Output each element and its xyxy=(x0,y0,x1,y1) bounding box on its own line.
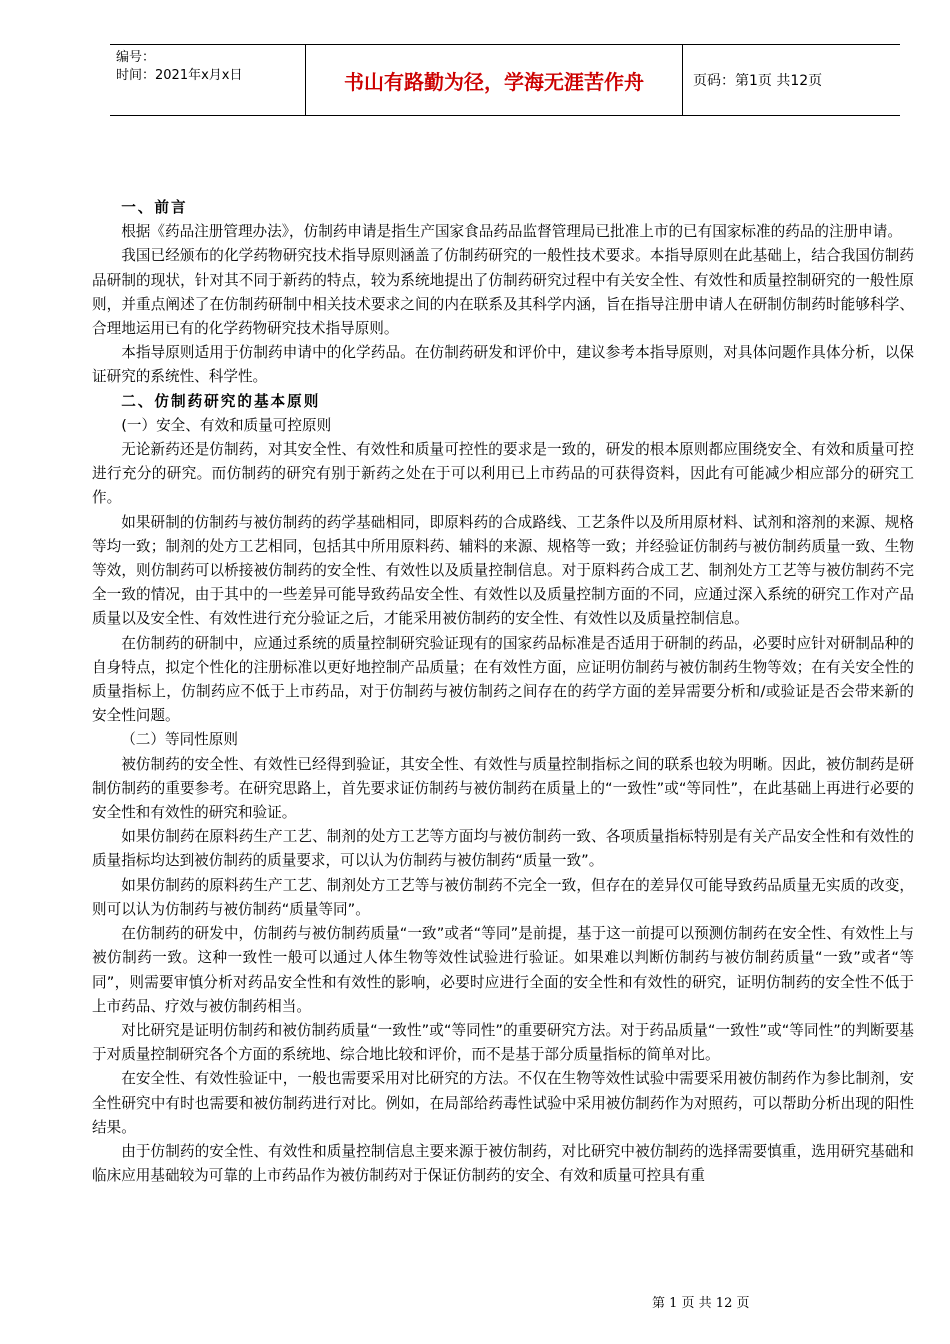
paragraph: 如果仿制药在原料药生产工艺、制剂的处方工艺等方面均与被仿制药一致、各项质量指标特别是有关产品安全性和有效性的质量指标均达到被仿制药的质量要求，可以认为仿制药与被仿制药“质量一致”。 xyxy=(92,828,914,870)
document-body xyxy=(92,196,914,1188)
page-header xyxy=(110,44,900,116)
paragraph: 无论新药还是仿制药，对其安全性、有效性和质量可控性的要求是一致的，研发的根本原则都应围绕安全、有效和质量可控进行充分的研究。而仿制药的研究有别于新药之处在于可以利用已上市药品的可获得资料，因此有可能减少相应部分的研究工作。 xyxy=(92,441,914,507)
paragraph: 被仿制药的安全性、有效性已经得到验证，其安全性、有效性与质量控制指标之间的联系也较为明晰。因此，被仿制药是研制仿制药的重要参考。在研究思路上，首先要求证仿制药与被仿制药在质量上的“一致性”或“等同性”，在此基础上再进行必要的安全性和有效性的研究和验证。 xyxy=(92,755,914,822)
paragraph: 如果仿制药的原料药生产工艺、制剂处方工艺等与被仿制药不完全一致，但存在的差异仅可能导致药品质量无实质的改变，则可以认为仿制药与被仿制药“质量等同”。 xyxy=(92,876,914,918)
paragraph: 由于仿制药的安全性、有效性和质量控制信息主要来源于被仿制药，对比研究中被仿制药的选择需要慎重，选用研究基础和临床应用基础较为可靠的上市药品作为被仿制药对于保证仿制药的安全、有效和质量可控具有重 xyxy=(92,1142,914,1185)
section-heading-principles: 二、仿制药研究的基本原则 xyxy=(121,392,321,410)
subsection-heading-safety: (一）安全、有效和质量可控原则 xyxy=(121,416,332,434)
section-heading-preface: 一、前言 xyxy=(121,199,188,216)
paragraph: 如果研制的仿制药与被仿制药的药学基础相同，即原料药的合成路线、工艺条件以及所用原材料、试剂和溶剂的来源、规格等均一致；制剂的处方工艺相同，包括其中所用原料药、辅料的来源、规格等一致；并经验证仿制药与被仿制药质量一致、生物等效，则仿制药可以桥接被仿制药的安全性、有效性以及质量控制信息。对于原料药合成工艺、制剂处方工艺等与被仿制药不完全一致的情况，由于其中的一些差异可能导致药品安全性、有效性以及质量控制方面的不同，应通过深入系统的研究工作对产品质量以及安全性、有效性进行充分验证之后，才能采用被仿制药的安全性、有效性以及质量控制信息。 xyxy=(92,513,914,628)
paragraph: 本指导原则适用于仿制药申请中的化学药品。在仿制药研发和评价中，建议参考本指导原则，对具体问题作具体分析，以保证研究的系统性、科学性。 xyxy=(92,344,914,386)
header-meta xyxy=(110,45,306,115)
subsection-heading-equivalence: （二）等同性原则 xyxy=(121,731,238,749)
document-number-label: 编号： xyxy=(116,50,156,65)
header-page-info: 页码：第1页 共12页 xyxy=(693,73,823,89)
paragraph: 在安全性、有效性验证中，一般也需要采用对比研究的方法。不仅在生物等效性试验中需要采用被仿制药作为参比制剂，安全性研究中有时也需要和被仿制药进行对比。例如，在局部给药毒性试验中采用被仿制药作为对照药，可以帮助分析出现的阳性结果。 xyxy=(92,1070,914,1136)
header-motto: 书山有路勤为径，学海无涯苦作舟 xyxy=(306,45,683,115)
paragraph: 根据《药品注册管理办法》，仿制药申请是指生产国家食品药品监督管理局已批准上市的已有国家标准的药品的注册申请。 xyxy=(121,223,902,241)
paragraph: 我国已经颁布的化学药物研究技术指导原则涵盖了仿制药研究的一般性技术要求。本指导原则在此基础上，结合我国仿制药品研制的现状，针对其不同于新药的特点，较为系统地提出了仿制药研究过程中有关安全性、有效性和质量控制研究的一般性原则，并重点阐述了在仿制药研制中相关技术要求之间的内在联系及其科学内涵，旨在指导注册申请人在研制仿制药时能够科学、合理地运用已有的化学药物研究技术指导原则。 xyxy=(92,247,914,338)
document-time-label: 时间：2021年x月x日 xyxy=(116,68,243,83)
page-footer: 第 1 页 共 12 页 xyxy=(652,1296,750,1311)
paragraph: 在仿制药的研制中，应通过系统的质量控制研究验证现有的国家药品标准是否适用于研制的药品，必要时应针对研制品种的自身特点，拟定个性化的注册标准以更好地控制产品质量；在有效性方面，应证明仿制药与被仿制药生物等效；在有关安全性的质量指标上，仿制药应不低于上市药品，对于仿制药与被仿制药之间存在的药学方面的差异需要分析和/或验证是否会带来新的安全性问题。 xyxy=(92,634,914,725)
paragraph: 对比研究是证明仿制药和被仿制药质量“一致性”或“等同性”的重要研究方法。对于药品质量“一致性”或“等同性”的判断要基于对质量控制研究各个方面的系统地、综合地比较和评价，而不是基于部分质量指标的简单对比。 xyxy=(92,1021,914,1064)
paragraph: 在仿制药的研发中，仿制药与被仿制药质量“一致”或者“等同”是前提，基于这一前提可以预测仿制药在安全性、有效性上与被仿制药一致。这种一致性一般可以通过人体生物等效性试验进行验证。如果难以判断仿制药与被仿制药质量“一致”或者“等同”，则需要审慎分析对药品安全性和有效性的影响，必要时应进行全面的安全性和有效性的研究，证明仿制药的安全性不低于上市药品、疗效与被仿制药相当。 xyxy=(92,925,914,1015)
